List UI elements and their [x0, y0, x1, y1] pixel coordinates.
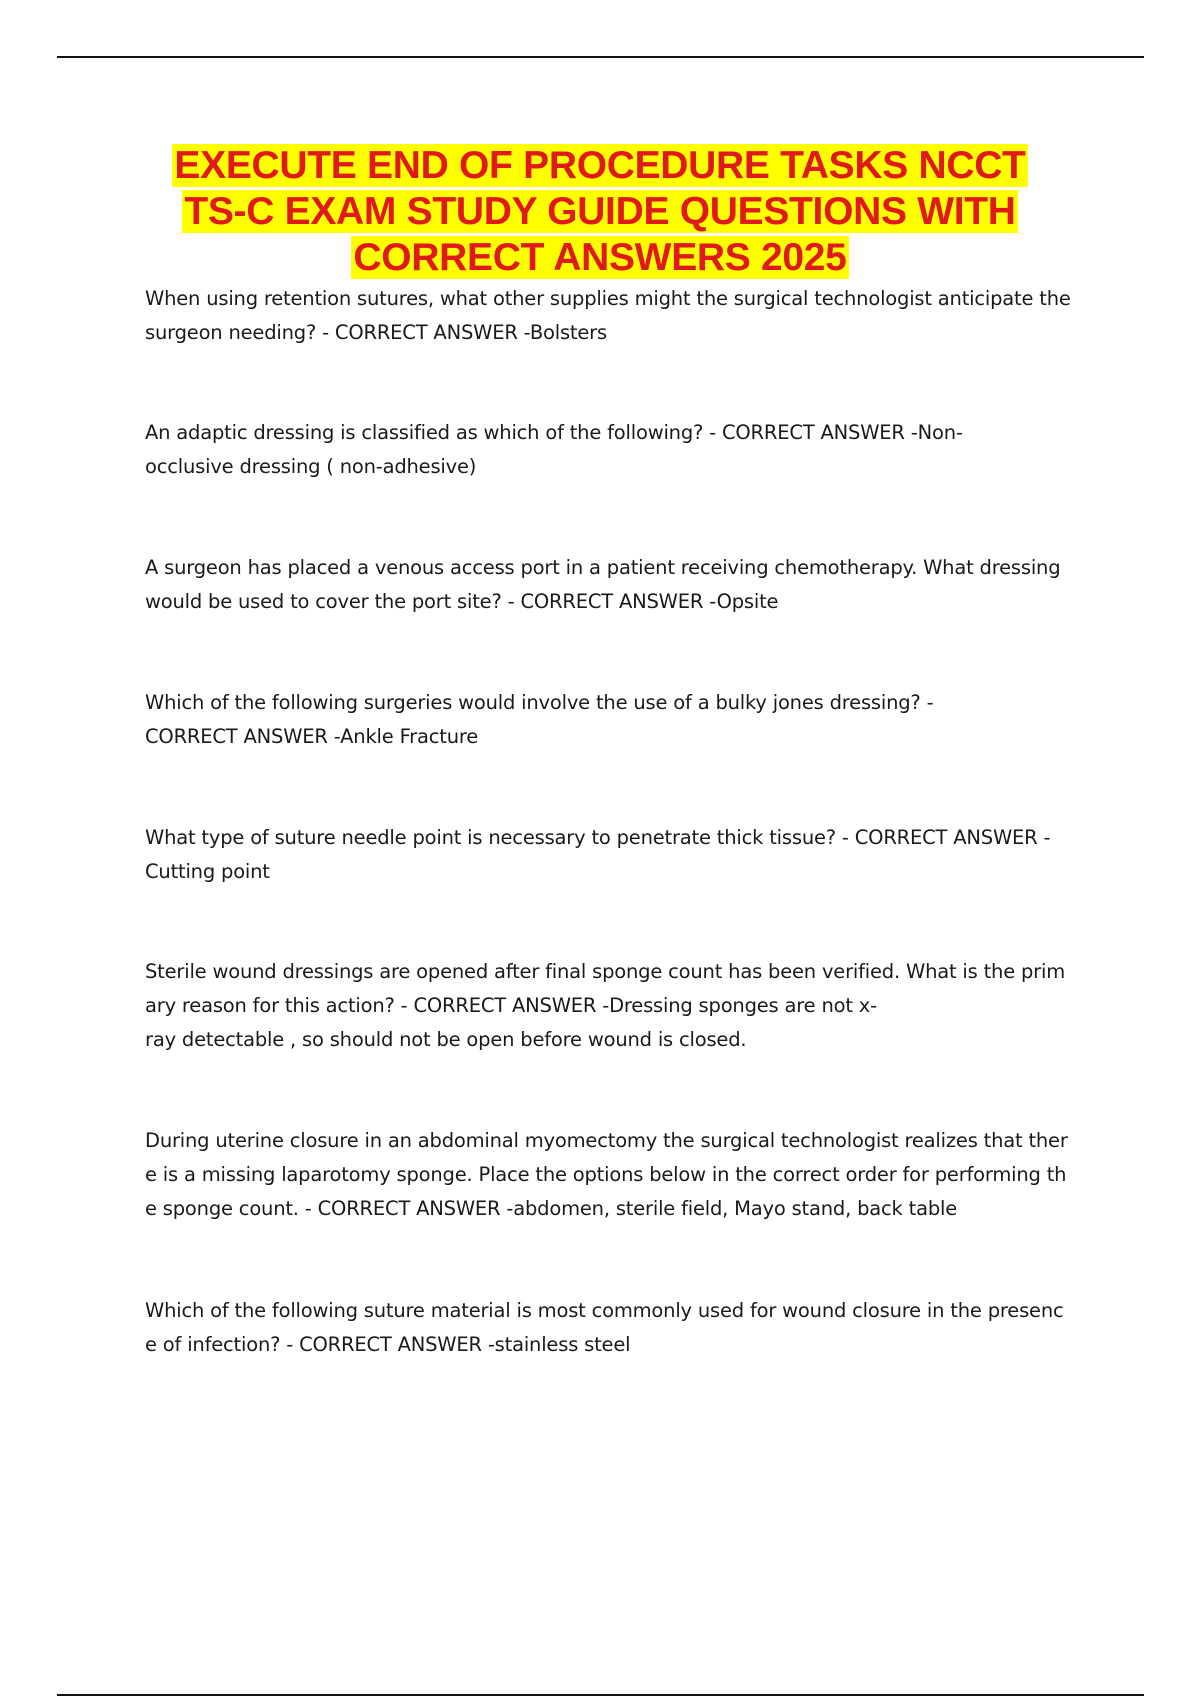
qa-line: Which of the following suture material is most commonly used for wound closure in the presenc — [145, 1299, 1064, 1322]
qa-item — [145, 955, 1065, 1057]
qa-item — [145, 1294, 1064, 1362]
qa-line: Sterile wound dressings are opened after final sponge count has been verified. What is the prim — [145, 960, 1065, 983]
qa-item — [145, 551, 1060, 619]
qa-line: Cutting point — [145, 860, 270, 883]
document-title — [120, 143, 1080, 281]
qa-item — [145, 1124, 1068, 1226]
qa-item — [145, 282, 1071, 350]
qa-line: e of infection? - CORRECT ANSWER -stainless steel — [145, 1333, 631, 1356]
qa-line: would be used to cover the port site? - CORRECT ANSWER -Opsite — [145, 590, 779, 613]
top-rule — [57, 56, 1144, 58]
qa-line: ray detectable , so should not be open before wound is closed. — [145, 1028, 747, 1051]
title-line-2: TS-C EXAM STUDY GUIDE QUESTIONS WITH — [184, 190, 1016, 233]
qa-item — [145, 416, 963, 484]
qa-line: Which of the following surgeries would involve the use of a bulky jones dressing? - — [145, 691, 934, 714]
qa-line: e sponge count. - CORRECT ANSWER -abdomen, sterile field, Mayo stand, back table — [145, 1197, 958, 1220]
qa-line: An adaptic dressing is classified as which of the following? - CORRECT ANSWER -Non- — [145, 421, 963, 444]
qa-line: A surgeon has placed a venous access port in a patient receiving chemotherapy. What dressing — [145, 556, 1061, 579]
qa-line: ary reason for this action? - CORRECT ANSWER -Dressing sponges are not x- — [145, 994, 877, 1017]
title-line-1: EXECUTE END OF PROCEDURE TASKS NCCT — [174, 144, 1026, 187]
qa-line: During uterine closure in an abdominal myomectomy the surgical technologist realizes that ther — [145, 1129, 1068, 1152]
qa-item — [145, 821, 1050, 889]
qa-line: CORRECT ANSWER -Ankle Fracture — [145, 725, 479, 748]
qa-line: When using retention sutures, what other supplies might the surgical technologist anticipate the — [145, 287, 1071, 310]
qa-item — [145, 686, 933, 754]
qa-line: surgeon needing? - CORRECT ANSWER -Bolsters — [145, 321, 607, 344]
qa-line: occlusive dressing ( non-adhesive) — [145, 455, 477, 478]
title-line-3: CORRECT ANSWERS 2025 — [353, 236, 847, 279]
qa-line: e is a missing laparotomy sponge. Place the options below in the correct order for performing th — [145, 1163, 1067, 1186]
bottom-rule — [57, 1694, 1144, 1696]
qa-line: What type of suture needle point is necessary to penetrate thick tissue? - CORRECT ANSWER - — [145, 826, 1051, 849]
